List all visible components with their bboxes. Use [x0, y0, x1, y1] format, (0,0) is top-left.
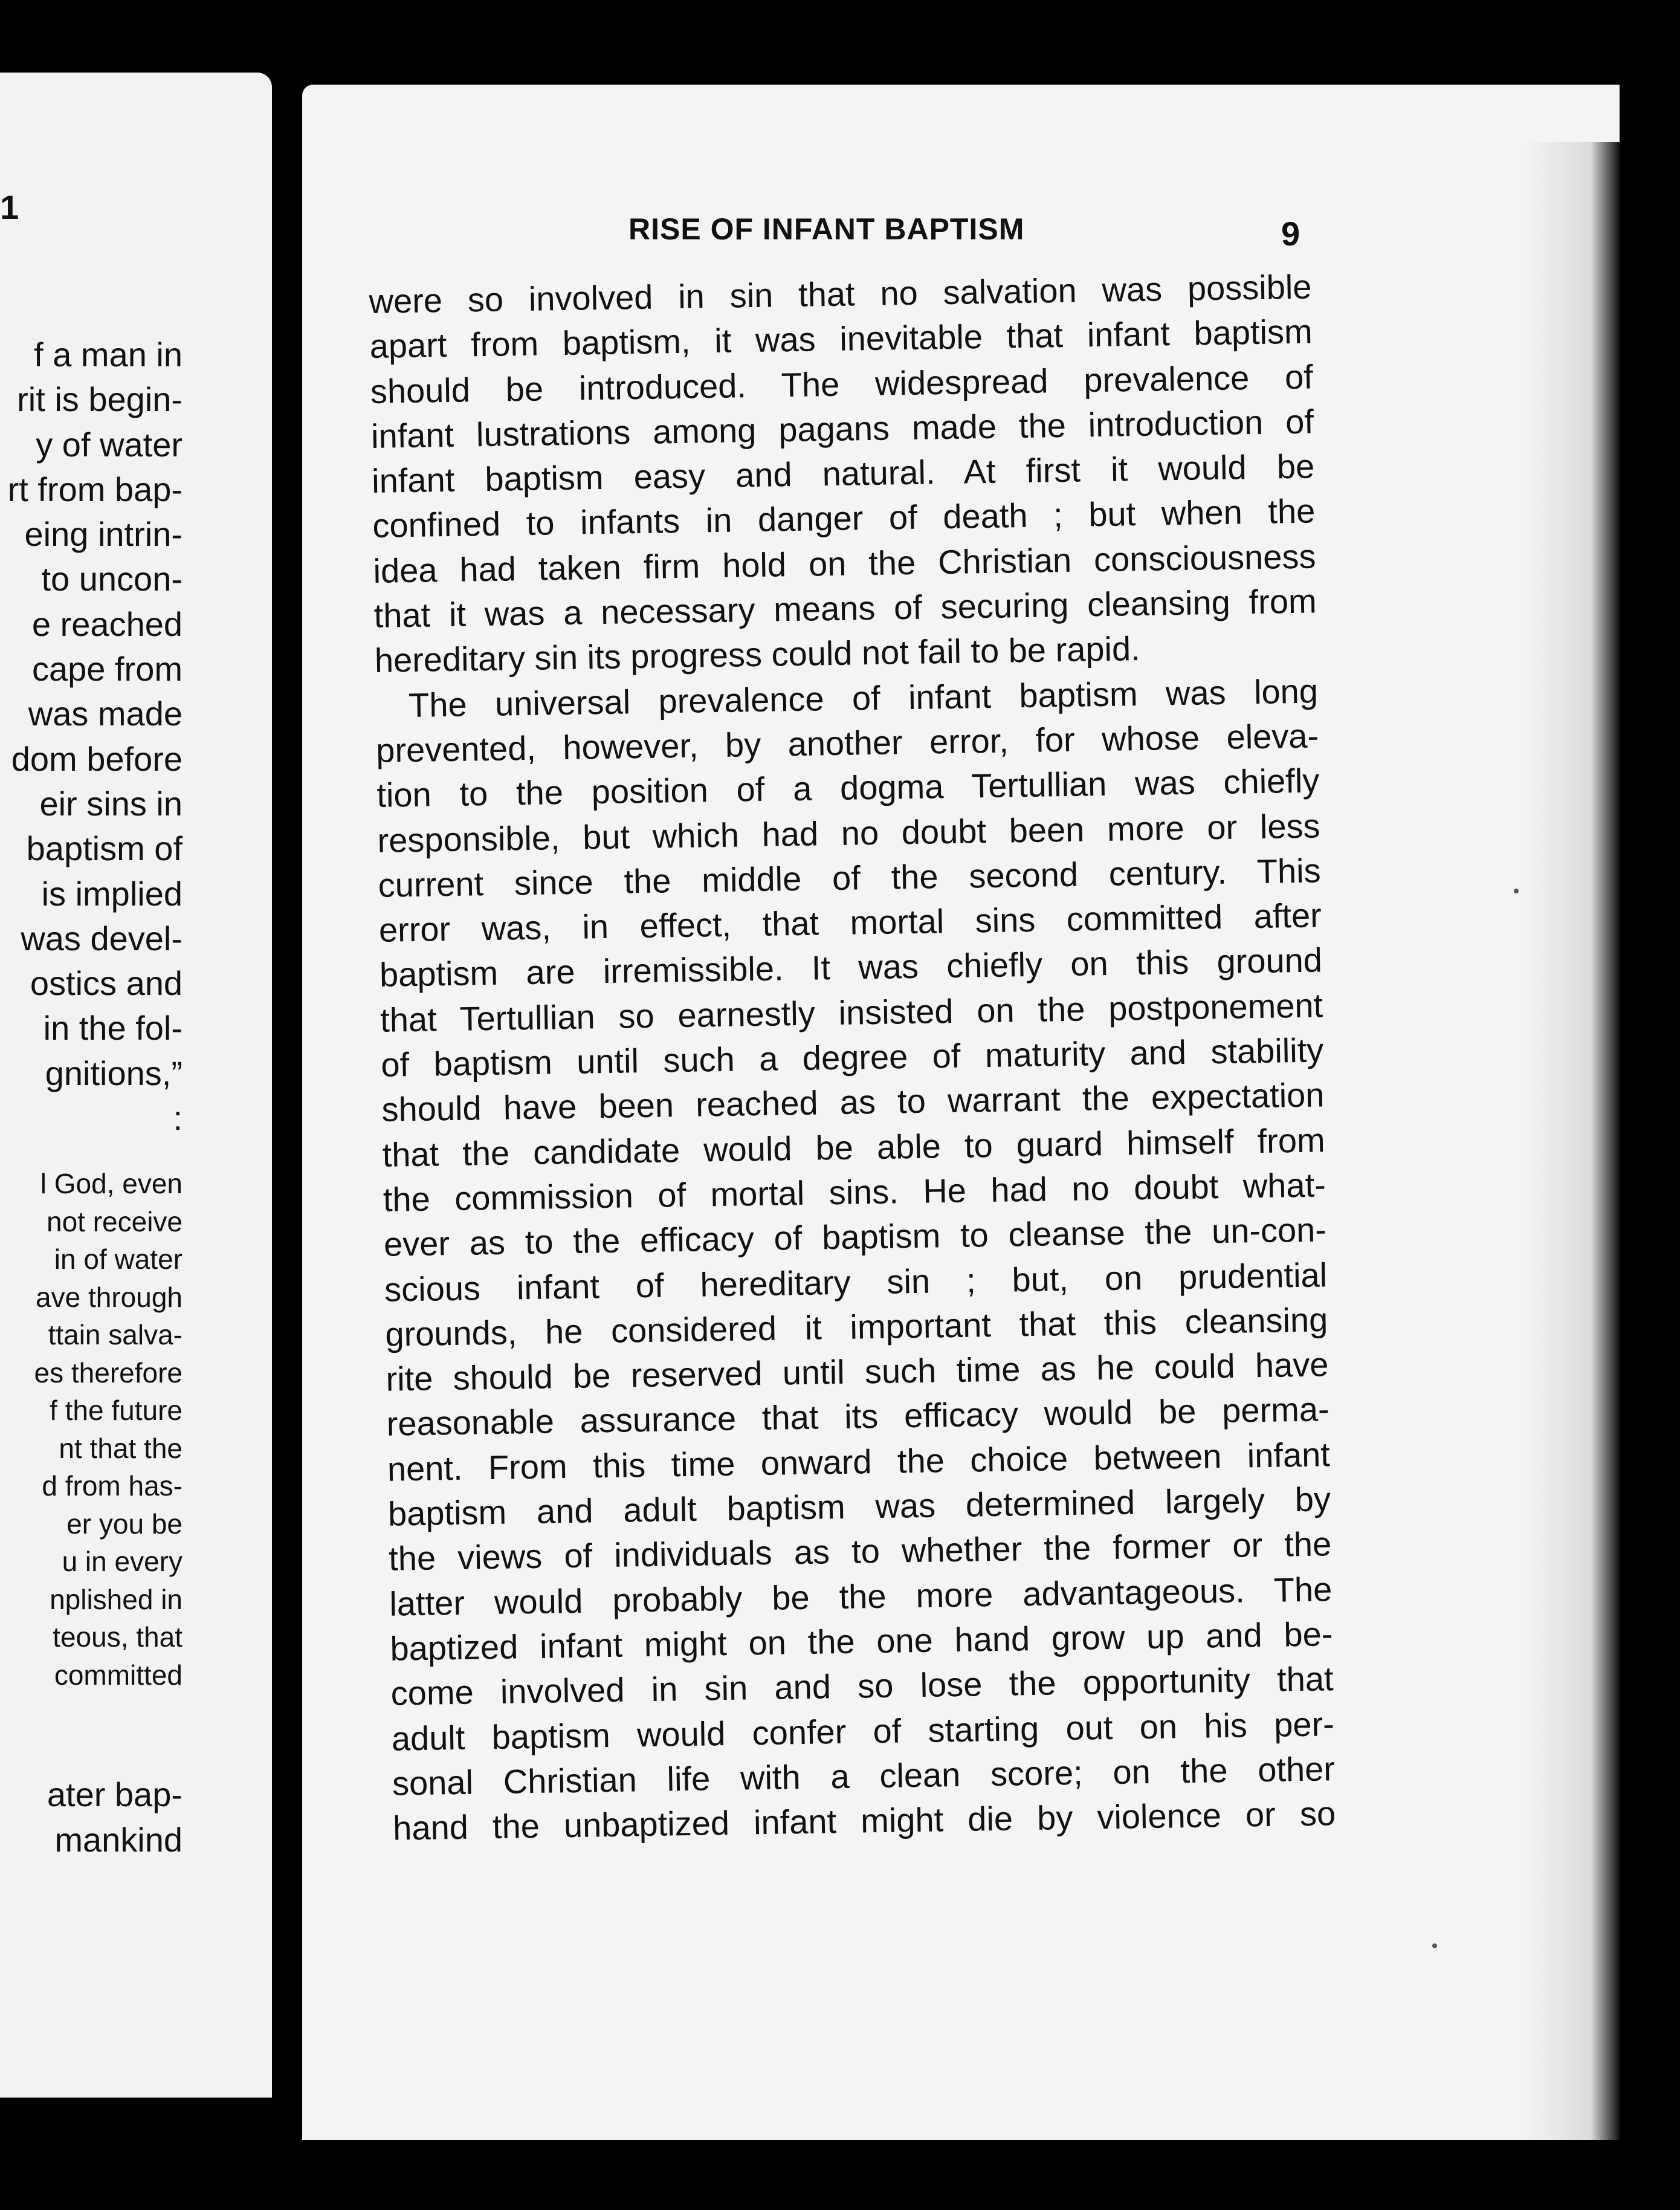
text-line: dom before — [11, 739, 183, 778]
footnote-line: committed — [54, 1659, 183, 1691]
page-number: 9 — [1281, 215, 1300, 253]
previous-page — [0, 73, 272, 2098]
text-line: ever as to the efficacy of baptism to cleanse the un-con- — [383, 1210, 1327, 1264]
footnote-line: in of water — [54, 1243, 183, 1275]
text-line: confined to infants in danger of death ; but when the — [372, 491, 1316, 545]
footnote-line: ave through — [36, 1281, 183, 1313]
text-line: ater bap- — [47, 1775, 183, 1814]
text-line: was devel- — [21, 919, 183, 958]
text-line: : — [173, 1099, 183, 1138]
text-line: latter would probably be the more advantageous. The — [389, 1569, 1333, 1623]
text-line: nent. From this time onward the choice between infant — [387, 1434, 1331, 1488]
text-line: reasonable assurance that its efficacy would be perma- — [386, 1390, 1330, 1444]
text-line: ostics and — [30, 964, 183, 1003]
text-line: tion to the position of a dogma Tertullian was chiefly — [376, 761, 1320, 815]
text-line: hand the unbaptized infant might die by violence or so — [392, 1794, 1336, 1847]
previous-page-heading-fragment: 1 — [0, 188, 19, 226]
text-line: responsible, but which had no doubt been more or less — [377, 806, 1320, 860]
footnote-line: nplished in — [50, 1583, 183, 1615]
text-line: scious infant of hereditary sin ; but, on prudential — [384, 1255, 1328, 1309]
text-line: cape from — [32, 650, 183, 689]
text-line: baptism are irremissible. It was chiefly on this ground — [379, 941, 1323, 994]
text-line: eir sins in — [39, 784, 183, 823]
text-line: should have been reached as to warrant the expectation — [381, 1075, 1325, 1129]
text-line: e reached — [31, 604, 183, 643]
text-line: is implied — [41, 874, 183, 913]
text-line: adult baptism would confer of starting out on his per- — [391, 1704, 1335, 1758]
footnote-line: es therefore — [34, 1356, 183, 1389]
footnote-line: teous, that — [53, 1621, 183, 1653]
text-line: prevented, however, by another error, for whose eleva- — [375, 716, 1319, 770]
text-line: baptism and adult baptism was determined largely by — [387, 1480, 1331, 1533]
footnote-line: d from has- — [42, 1470, 183, 1502]
text-line: mankind — [54, 1820, 183, 1859]
text-line: eing intrin- — [24, 515, 183, 554]
text-line: infant lustrations among pagans made the introduction of — [370, 402, 1314, 455]
scan-speck — [1432, 1943, 1437, 1948]
text-line: rit is begin- — [17, 380, 183, 419]
footnote-line: nt that the — [59, 1432, 183, 1464]
text-line: error was, in effect, that mortal sins committed after — [378, 896, 1322, 950]
text-line: of baptism until such a degree of maturity and stability — [380, 1031, 1324, 1084]
footnote-line: not receive — [46, 1205, 183, 1237]
previous-page-text — [0, 332, 183, 1862]
text-line: f a man in — [34, 335, 183, 374]
book-page — [302, 85, 1620, 2140]
footnote-line: f the future — [50, 1395, 183, 1427]
text-line: that the candidate would be able to guard himself from — [382, 1120, 1326, 1174]
running-head: RISE OF INFANT BAPTISM — [628, 212, 1025, 246]
text-line: baptism of — [26, 829, 183, 868]
footnote-line: l God, even — [40, 1168, 183, 1200]
text-line: y of water — [36, 425, 183, 464]
text-line: should be introduced. The widespread prevalence of — [370, 357, 1314, 410]
body-text — [369, 264, 1336, 1851]
text-line: sonal Christian life with a clean score; on the other — [392, 1749, 1336, 1803]
text-line: the views of individuals as to whether the former or the — [388, 1525, 1332, 1578]
text-line: to uncon- — [41, 560, 183, 598]
text-line: come involved in sin and so lose the opportunity that — [390, 1659, 1334, 1713]
text-line: grounds, he considered it important that this cleansing — [384, 1300, 1328, 1353]
text-line: apart from baptism, it was inevitable that infant baptism — [369, 312, 1313, 366]
text-line: in the fol- — [43, 1009, 183, 1048]
scan-speck — [1514, 889, 1519, 893]
text-line: The universal prevalence of infant baptism was long — [408, 672, 1319, 724]
footnote-line: ttain salva- — [48, 1319, 183, 1351]
footnote-line: u in every — [62, 1546, 183, 1578]
text-line: baptized infant might on the one hand grow up and be- — [390, 1615, 1333, 1668]
page-header — [302, 212, 1620, 260]
text-line: the commission of mortal sins. He had no doubt what- — [383, 1165, 1326, 1219]
text-line: current since the middle of the second century. This — [378, 851, 1322, 904]
text-line: were so involved in sin that no salvation was possible — [369, 267, 1312, 320]
text-line: hereditary sin its progress could not fail to be rapid. — [374, 629, 1141, 680]
text-line: rite should be reserved until such time as he could have — [386, 1345, 1329, 1398]
page-edge — [1523, 142, 1620, 2140]
text-line: that it was a necessary means of securing cleansing from — [373, 582, 1317, 635]
footnote-line: er you be — [66, 1508, 183, 1540]
text-line: rt from bap- — [7, 470, 183, 508]
text-line: infant baptism easy and natural. At first it would be — [371, 447, 1315, 501]
text-line: that Tertullian so earnestly insisted on the postponement — [380, 986, 1323, 1039]
text-line: idea had taken firm hold on the Christian consciousness — [373, 537, 1316, 590]
text-line: was made — [28, 695, 183, 733]
text-line: gnitions,” — [45, 1054, 183, 1092]
